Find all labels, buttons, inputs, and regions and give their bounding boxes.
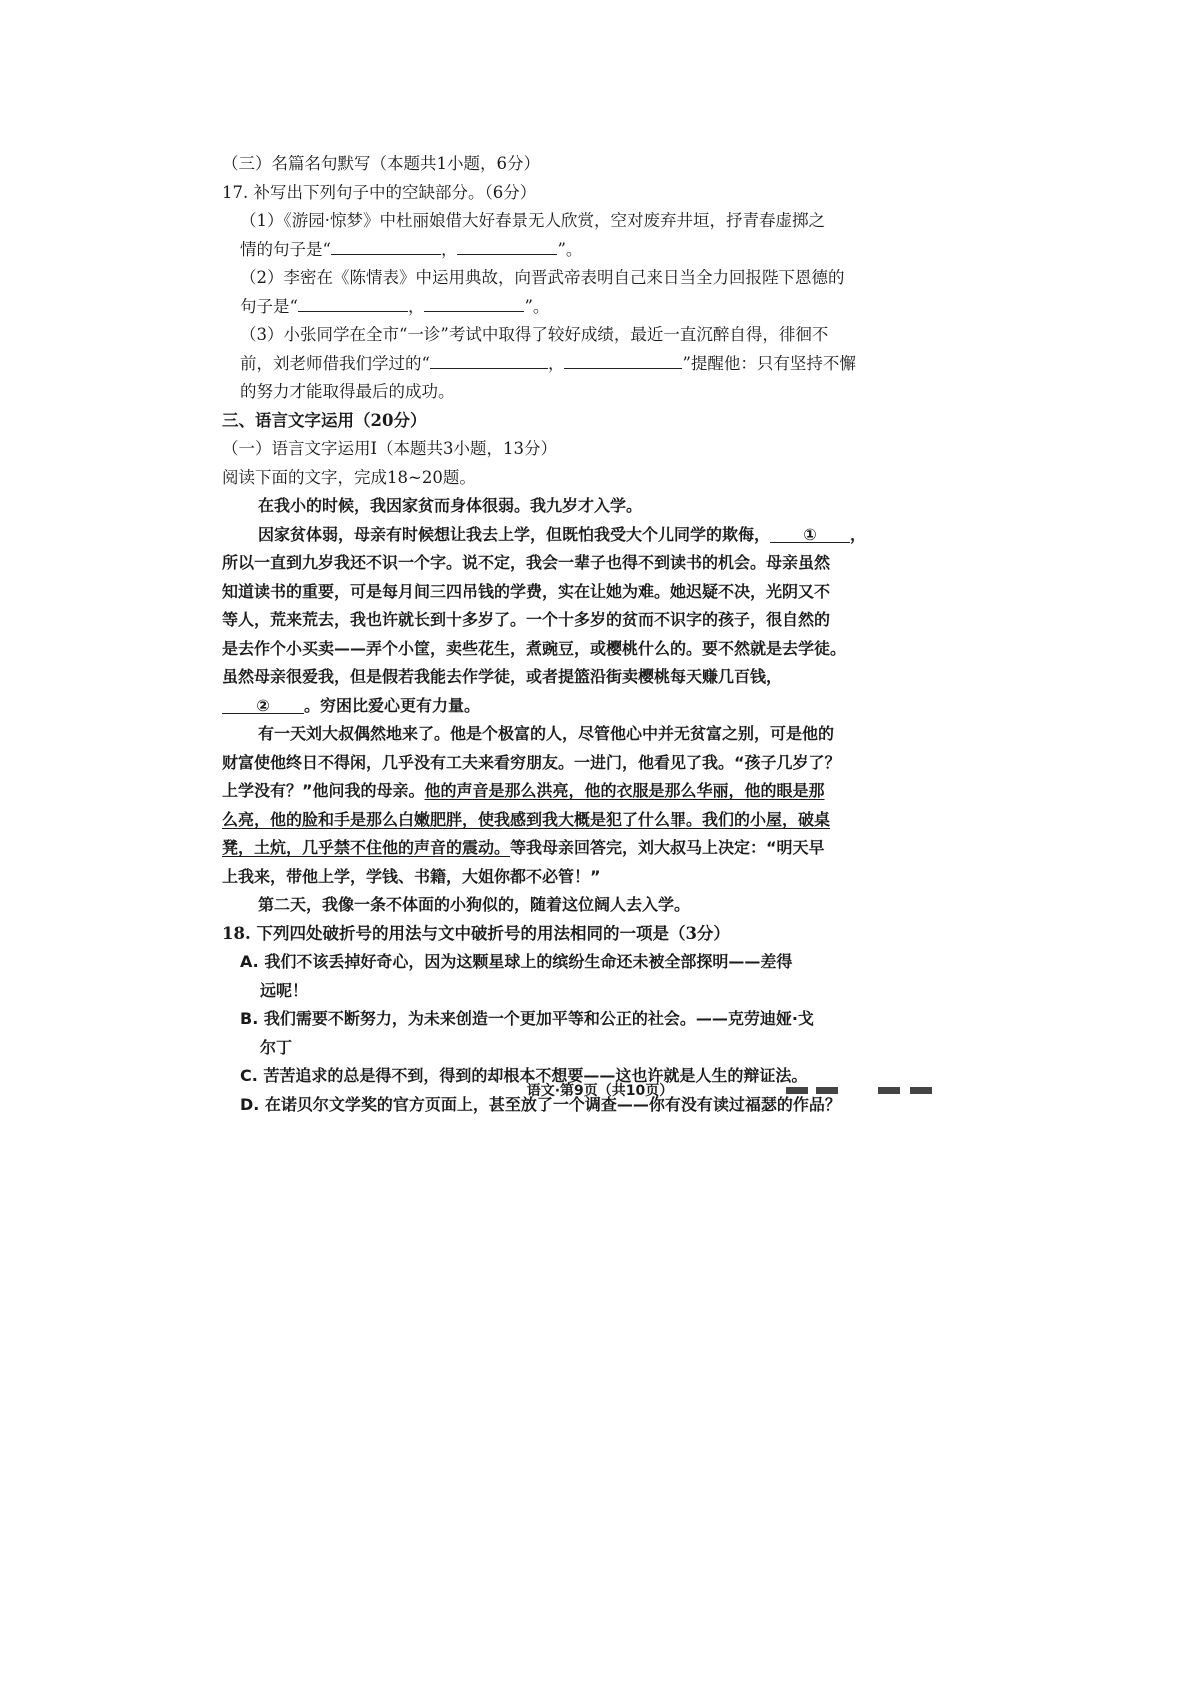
question-17-title: 17. 补写出下列句子中的空缺部分。（6分） [222, 182, 537, 202]
scan-marks [786, 1087, 936, 1097]
passage-line: 上学没有？”他问我的母亲。他的声音是那么洪亮，他的衣服是那么华丽，他的眼是那 [222, 781, 825, 800]
passage-line: 知道读书的重要，可是每月间三四吊钱的学费，实在让她为难。她迟疑不决，光阴又不 [222, 581, 831, 601]
question-17-3-line3: 的努力才能取得最后的成功。 [240, 382, 455, 401]
passage-line: 是去作个小买卖——弄个小筐，卖些花生，煮豌豆，或樱桃什么的。要不然就是去学徒。 [222, 638, 847, 658]
scan-mark [786, 1087, 808, 1094]
question-17-2-line2: 句子是“ ， ”。 [222, 293, 942, 322]
question-17-3-line2: 前，刘老师借我们学过的“ ， ”提醒他：只有坚持不懈 [222, 350, 942, 379]
scan-mark [910, 1087, 932, 1094]
passage-line: 在我小的时候，我因家贫而身体很弱。我九岁才入学。 [258, 496, 643, 515]
option-c[interactable]: C. 苦苦追求的总是得不到，得到的却根本不想要——这也许就是人生的辩证法。 [240, 1066, 808, 1085]
question-17-1-line1: （1）《游园·惊梦》中杜丽娘借大好春景无人欣赏，空对废弃井垣，抒青春虚掷之 [240, 211, 825, 230]
scan-mark [878, 1087, 900, 1094]
underlined-sentence: 凳，土炕，几乎禁不住他的声音的震动。 [222, 838, 511, 857]
passage-line: 第二天，我像一条不体面的小狗似的，随着这位阔人去入学。 [258, 895, 691, 914]
page-footer: 语文·第9页（共10页） [526, 1083, 674, 1099]
blank-marker-1: ① [770, 526, 850, 544]
option-a[interactable]: A. 我们不该丢掉好奇心，因为这颗星球上的缤纷生命还未被全部探明——差得 [240, 952, 793, 971]
underlined-sentence: 么亮，他的脸和手是那么白嫩肥胖，使我感到我大概是犯了什么罪。我们的小屋，破桌 [222, 809, 831, 829]
reading-passage [222, 492, 942, 920]
blank-marker-2: ② [222, 697, 304, 715]
passage-line: 财富使他终日不得闲，几乎没有工夫来看穷朋友。一进门，他看见了我。“孩子几岁了？ [222, 752, 841, 772]
answer-blank[interactable] [457, 236, 557, 254]
question-17-1-line2: 情的句子是“ ， ”。 [222, 236, 942, 265]
question-18-title: 18. 下列四处破折号的用法与文中破折号的用法相同的一项是（3分） [222, 923, 730, 943]
scan-mark [816, 1087, 838, 1094]
answer-blank[interactable] [430, 350, 548, 368]
question-17-3-line1: （3）小张同学在全市“一诊”考试中取得了较好成绩，最近一直沉醉自得，徘徊不 [240, 325, 829, 344]
answer-blank[interactable] [298, 293, 408, 311]
passage-line: 有一天刘大叔偶然地来了。他是个极富的人，尽管他心中并无贫富之别，可是他的 [258, 724, 835, 743]
passage-line: ② 。穷困比爱心更有力量。 [222, 692, 942, 721]
part-3-subtitle: （一）语言文字运用Ⅰ（本题共3小题，13分） [222, 439, 558, 458]
option-d[interactable]: D. 在诺贝尔文学奖的官方页面上，甚至放了一个调查——你有没有读过福瑟的作品？ [240, 1094, 841, 1114]
answer-blank[interactable] [424, 293, 524, 311]
passage-line [222, 806, 942, 835]
underlined-sentence: 他的声音是那么洪亮，他的衣服是那么华丽，他的眼是那 [424, 781, 825, 800]
passage-line: 所以一直到九岁我还不识一个字。说不定，我会一辈子也得不到读书的机会。母亲虽然 [222, 553, 831, 572]
answer-blank[interactable] [331, 236, 441, 254]
reading-instruction: 阅读下面的文字，完成18~20题。 [222, 467, 476, 487]
option-b[interactable]: B. 我们需要不断努力，为未来创造一个更加平等和公正的社会。——克劳迪娅·戈 [240, 1009, 814, 1028]
option-a-cont: 远呢！ [260, 980, 309, 1000]
answer-blank[interactable] [564, 350, 682, 368]
part-3-title: 三、语言文字运用（20分） [222, 410, 427, 430]
passage-line: 上我来，带他上学，学钱、书籍，大姐你都不必管！” [222, 866, 601, 886]
passage-line: 虽然母亲很爱我，但是假若我能去作学徒，或者提篮沿街卖樱桃每天赚几百钱， [222, 667, 783, 686]
passage-line: 因家贫体弱，母亲有时候想让我去上学，但既怕我受大个儿同学的欺侮， ① ， [258, 524, 867, 544]
section-header: （三）名篇名句默写（本题共1小题，6分） [222, 154, 540, 173]
exam-page [222, 150, 942, 1119]
passage-line: 等人，荒来荒去，我也许就长到十多岁了。一个十多岁的贫而不识字的孩子，很自然的 [222, 610, 831, 629]
question-17-2-line1: （2）李密在《陈情表》中运用典故，向晋武帝表明自己来日当全力回报陛下恩德的 [240, 268, 845, 287]
passage-line: 凳，土炕，几乎禁不住他的声音的震动。等我母亲回答完，刘大叔马上决定：“明天早 [222, 838, 825, 857]
option-b-cont: 尔丁 [260, 1037, 293, 1057]
